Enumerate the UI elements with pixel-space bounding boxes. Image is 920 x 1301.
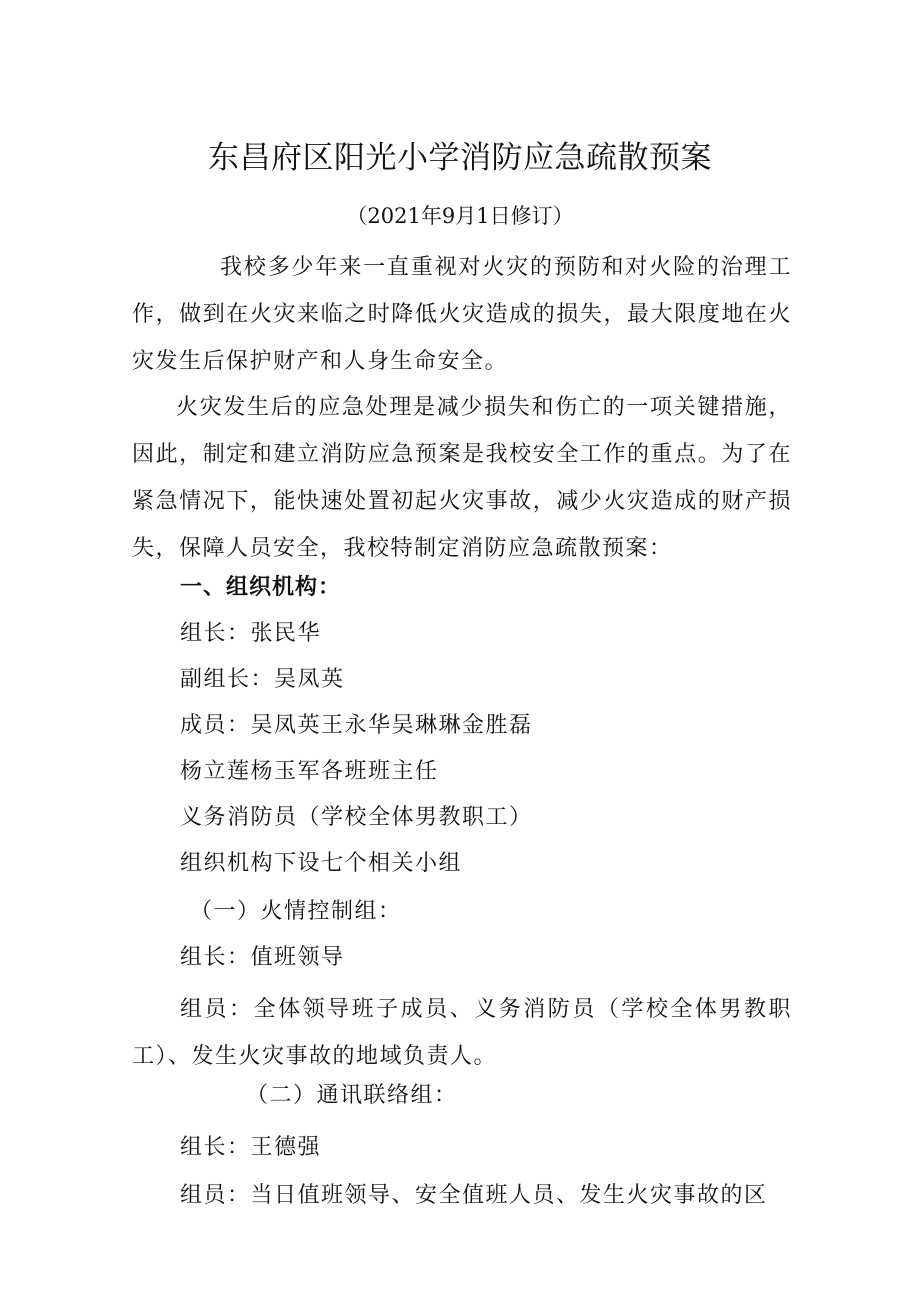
group-1-heading: （一）火情控制组： (190, 899, 402, 924)
org-deputy-leader: 副组长：吴凤英 (180, 667, 345, 692)
org-leader: 组长：张民华 (180, 621, 322, 646)
document-title: 东昌府区阳光小学消防应急疏散预案 (208, 140, 712, 176)
group-2-heading: （二）通讯联络组： (246, 1083, 458, 1108)
intro-paragraph-1: 我校多少年来一直重视对火灾的预防和对火险的治理工作，做到在火灾来临之时降低火灾造成的损失，最大限度地在火灾发生后保护财产和人身生命安全。 (132, 255, 792, 374)
intro-paragraph-2: 火灾发生后的应急处理是减少损失和伤亡的一项关键措施，因此，制定和建立消防应急预案是我校安全工作的重点。为了在紧急情况下，能快速处置初起火灾事故，减少火灾造成的财产损失，保障人员安全，我校特制定消防应急疏散预案： (132, 395, 792, 561)
org-members-line-2: 杨立莲杨玉军各班班主任 (180, 759, 439, 784)
org-members-line-1: 成员：吴凤英王永华吴琳琳金胜磊 (180, 713, 533, 738)
group-1-members: 组员：全体领导班子成员、义务消防员（学校全体男教职工）、发生火灾事故的地域负责人。 (132, 997, 792, 1069)
org-subgroups-intro: 组织机构下设七个相关小组 (180, 851, 463, 876)
revision-date: （2021年9月1日修订） (346, 204, 574, 228)
group-1-leader: 组长：值班领导 (180, 945, 345, 970)
section-heading-organization: 一、组织机构： (180, 575, 342, 600)
group-2-leader: 组长：王德强 (180, 1135, 322, 1160)
group-2-members: 组员：当日值班领导、安全值班人员、发生火灾事故的区 (180, 1183, 768, 1208)
org-volunteers: 义务消防员（学校全体男教职工） (180, 805, 533, 830)
